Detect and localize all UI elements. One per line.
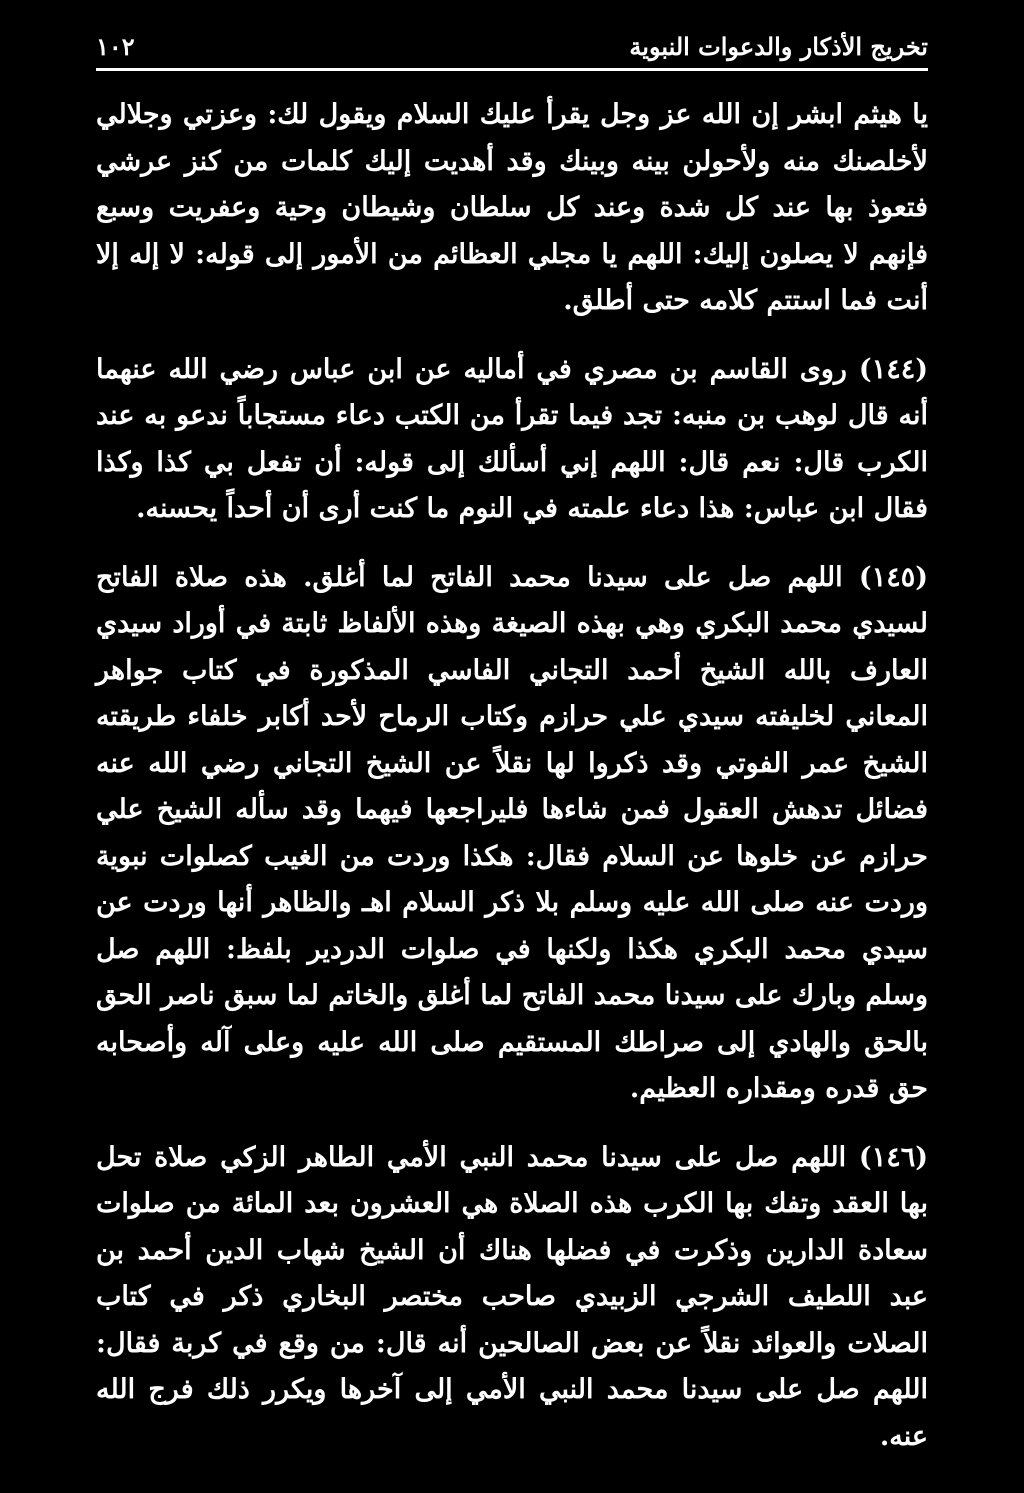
paragraph-146 <box>96 1135 928 1461</box>
paragraph-number: (١٤٦) <box>858 1141 928 1173</box>
paragraph-143-continued <box>96 92 928 325</box>
paragraph-text: اللهم صل على سيدنا محمد الفاتح لما أغلق. هذه صلاة الفاتح لسيدي محمد البكري وهي بهذه الصيغة وهذه الألفاظ ثابتة في أوراد سيدي العارف بالله الشيخ أحمد التجاني الفاسي المذكورة في كتاب جواهر المعاني لخليفته سيدي علي حرازم وكتاب الرماح لأحد أكابر خلفاء طريقته الشيخ عمر الفوتي وقد ذكروا لها نقلاً عن الشيخ التجاني رضي الله عنه فضائل تدهش العقول فمن شاءها فليراجعها فيهما وقد سأله الشيخ علي حرازم عن خلوها عن السلام فقال: هكذا وردت من الغيب كصلوات نبوية وردت عنه صلى الله عليه وسلم بلا ذكر السلام اهـ والظاهر أنها وردت عن سيدي محمد البكري هكذا ولكنها في صلوات الدردير بلفظ: اللهم صل وسلم وبارك على سيدنا محمد الفاتح لما أغلق والخاتم لما سبق ناصر الحق بالحق والهادي إلى صراطك المستقيم صلى الله عليه وعلى آله وأصحابه حق قدره ومقداره العظيم. <box>96 561 928 1104</box>
paragraph-text: روى القاسم بن مصري في أماليه عن ابن عباس رضي الله عنهما أنه قال لوهب بن منبه: تجد فيما تقرأ من الكتب دعاء مستجاباً ندعو به عند الكرب قال: نعم قال: اللهم إني أسألك إلى قوله: أن تفعل بي كذا وكذا فقال ابن عباس: هذا دعاء علمته في النوم ما كنت أرى أن أحداً يحسنه. <box>96 353 928 524</box>
header-rule <box>96 68 928 71</box>
book-page <box>96 0 928 1493</box>
paragraph-text: اللهم صل على سيدنا محمد النبي الأمي الطاهر الزكي صلاة تحل بها العقد وتفك بها الكرب هذه الصلاة هي العشرون بعد المائة من صلوات سعادة الدارين وذكرت في فضلها هناك أن الشيخ شهاب الدين أحمد بن عبد اللطيف الشرجي الزبيدي صاحب مختصر البخاري ذكر في كتاب الصلات والعوائد نقلاً عن بعض الصالحين أنه قال: من وقع في كربة فقال: اللهم صل على سيدنا محمد النبي الأمي إلى آخرها ويكرر ذلك فرج الله عنه. <box>96 1141 928 1452</box>
paragraph-144 <box>96 347 928 533</box>
page-body <box>96 92 928 1482</box>
paragraph-number: (١٤٥) <box>858 561 928 593</box>
page-number: ١٠٢ <box>96 31 135 61</box>
paragraph-text: يا هيثم ابشر إن الله عز وجل يقرأ عليك السلام ويقول لك: وعزتي وجلالي لأخلصنك منه ولأحولن بينه وبينك وقد أهديت إليك كلمات من كنز عرشي فتعوذ بها عند كل شدة وعند كل سلطان وشيطان وحية وعفريت وسبع فإنهم لا يصلون إليك: اللهم يا مجلي العظائم من الأمور إلى قوله: لا إله إلا أنت فما استتم كلامه حتى أطلق. <box>96 99 928 316</box>
page-header <box>96 26 928 66</box>
paragraph-145 <box>96 555 928 1113</box>
paragraph-number: (١٤٤) <box>858 353 928 385</box>
running-title: تخريج الأذكار والدعوات النبوية <box>629 31 928 61</box>
